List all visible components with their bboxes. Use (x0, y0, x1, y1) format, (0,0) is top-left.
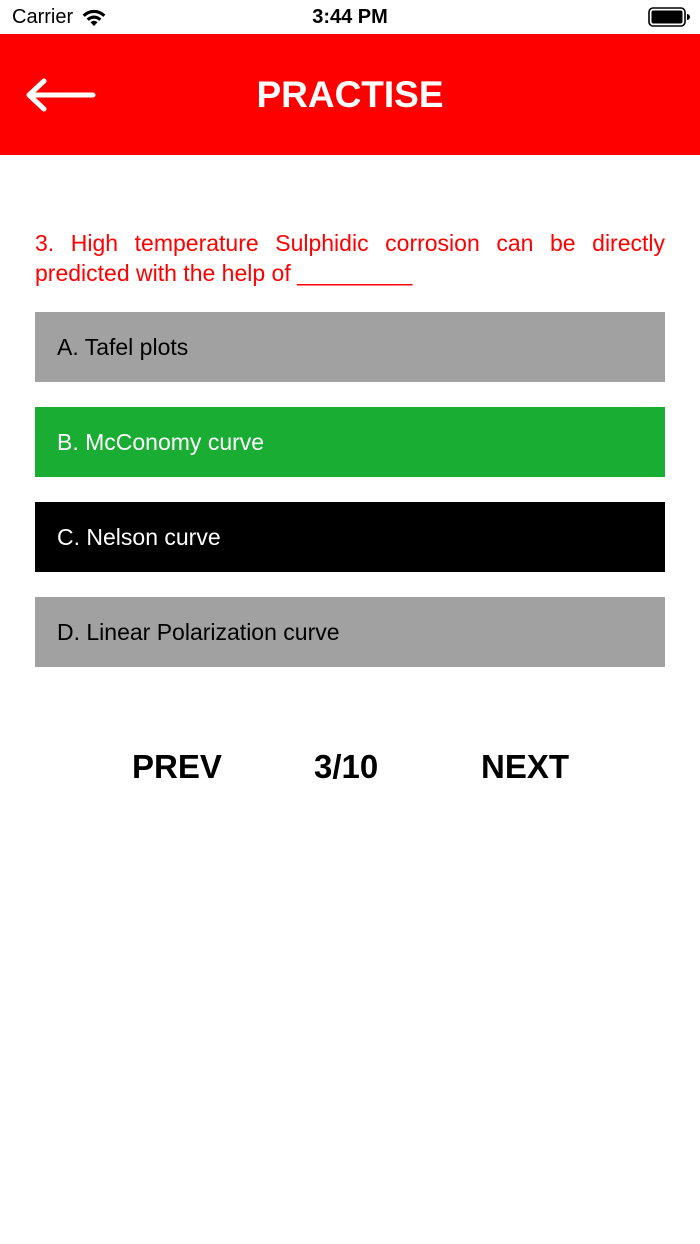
option-b-button[interactable] (35, 407, 665, 477)
option-c-button[interactable] (35, 502, 665, 572)
battery-icon (648, 7, 690, 27)
status-time: 3:44 PM (312, 6, 388, 28)
option-b-label: B. McConomy curve (57, 428, 265, 455)
question-text: 3. High temperature Sulphidic corrosion can be directly predicted with the help of _________ (35, 230, 665, 286)
option-d-label: D. Linear Polarization curve (57, 618, 340, 645)
page-title: PRACTISE (256, 74, 444, 115)
option-a-button[interactable] (35, 312, 665, 382)
option-c-label: C. Nelson curve (57, 523, 221, 550)
next-button[interactable]: NEXT (481, 748, 570, 785)
option-d-button[interactable] (35, 597, 665, 667)
question-progress: 3/10 (314, 748, 379, 785)
option-a-label: A. Tafel plots (57, 333, 189, 360)
prev-button[interactable]: PREV (132, 748, 222, 785)
nav-bar (0, 34, 700, 155)
status-bar (0, 0, 700, 34)
carrier-label: Carrier (12, 6, 74, 28)
